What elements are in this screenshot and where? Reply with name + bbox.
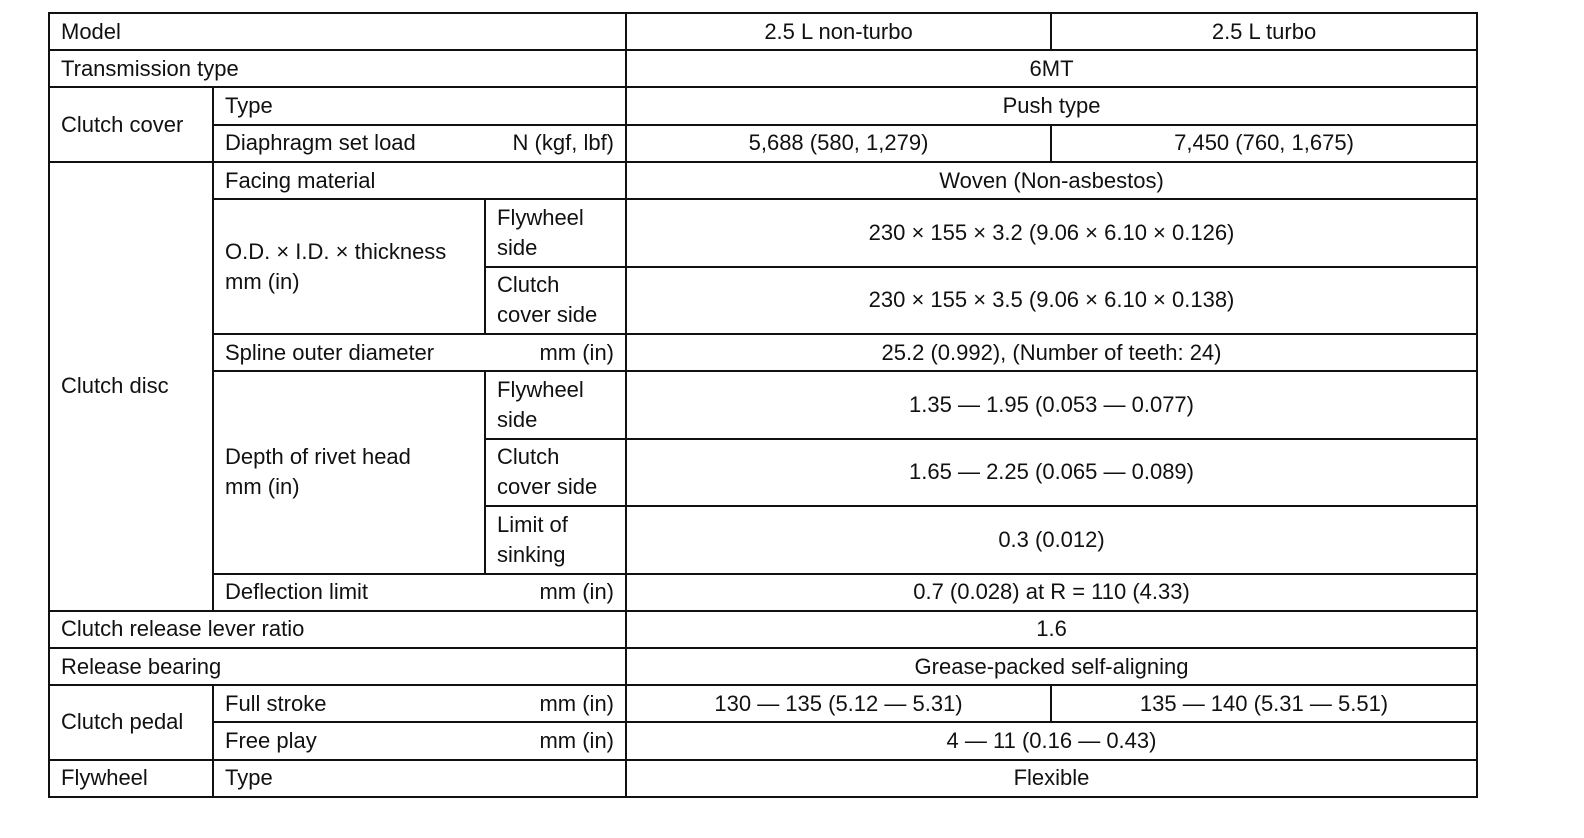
clutch-disc-label: Clutch disc xyxy=(49,162,213,611)
deflection-unit: mm (in) xyxy=(539,579,615,605)
full-stroke-label: Full stroke xyxy=(225,690,327,716)
flywheel-type-label: Type xyxy=(213,760,626,797)
limit-sinking-cell xyxy=(485,506,626,573)
diaphragm-non-turbo: 5,688 (580, 1,279) xyxy=(626,125,1051,162)
transmission-value: 6MT xyxy=(626,50,1477,87)
flywheel-side-line2: side xyxy=(497,234,538,260)
rivet-flywheel-value: 1.35 — 1.95 (0.053 — 0.077) xyxy=(626,371,1477,438)
diaphragm-turbo: 7,450 (760, 1,675) xyxy=(1051,125,1477,162)
clutch-cover-label: Clutch cover xyxy=(49,87,213,161)
od-cover-value: 230 × 155 × 3.5 (9.06 × 6.10 × 0.138) xyxy=(626,267,1477,334)
table-row xyxy=(49,199,1477,266)
table-row xyxy=(49,334,1477,371)
od-label-cell xyxy=(213,199,485,334)
release-bearing-label: Release bearing xyxy=(49,648,626,685)
full-stroke-non-turbo: 130 — 135 (5.12 — 5.31) xyxy=(626,685,1051,722)
facing-label: Facing material xyxy=(213,162,626,199)
cover-side-line2: cover side xyxy=(497,302,598,328)
table-row xyxy=(49,125,1477,162)
release-bearing-value: Grease-packed self-aligning xyxy=(626,648,1477,685)
table-row xyxy=(49,722,1477,759)
rivet-flywheel-side-cell xyxy=(485,371,626,438)
table-row xyxy=(49,648,1477,685)
flywheel-side-line1: Flywheel xyxy=(497,376,584,402)
clutch-cover-type-value: Push type xyxy=(626,87,1477,124)
full-stroke-label-cell xyxy=(213,685,626,722)
full-stroke-turbo: 135 — 140 (5.31 — 5.51) xyxy=(1051,685,1477,722)
table-row xyxy=(49,87,1477,124)
spline-unit: mm (in) xyxy=(539,339,615,365)
table-row xyxy=(49,685,1477,722)
flywheel-label: Flywheel xyxy=(49,760,213,797)
table-row xyxy=(49,611,1477,648)
deflection-label-cell xyxy=(213,574,626,611)
header-model: Model xyxy=(49,13,626,50)
header-turbo: 2.5 L turbo xyxy=(1051,13,1477,50)
table-row xyxy=(49,162,1477,199)
table-row xyxy=(49,50,1477,87)
cover-side-line1: Clutch xyxy=(497,272,560,298)
od-flywheel-value: 230 × 155 × 3.2 (9.06 × 6.10 × 0.126) xyxy=(626,199,1477,266)
cover-side-line1: Clutch xyxy=(497,444,560,470)
rivet-label-cell xyxy=(213,371,485,573)
diaphragm-label-cell xyxy=(213,125,626,162)
table-row xyxy=(49,371,1477,438)
table-row xyxy=(49,574,1477,611)
deflection-value: 0.7 (0.028) at R = 110 (4.33) xyxy=(626,574,1477,611)
od-cover-side-cell xyxy=(485,267,626,334)
clutch-pedal-label: Clutch pedal xyxy=(49,685,213,759)
rivet-limit-value: 0.3 (0.012) xyxy=(626,506,1477,573)
spec-table xyxy=(48,12,1478,798)
od-label-line2: mm (in) xyxy=(225,268,300,294)
release-lever-value: 1.6 xyxy=(626,611,1477,648)
table-row xyxy=(49,760,1477,797)
release-lever-label: Clutch release lever ratio xyxy=(49,611,626,648)
rivet-label-line1: Depth of rivet head xyxy=(225,444,411,470)
rivet-cover-side-cell xyxy=(485,439,626,506)
cover-side-line2: cover side xyxy=(497,474,598,500)
spline-value: 25.2 (0.992), (Number of teeth: 24) xyxy=(626,334,1477,371)
table-row xyxy=(49,13,1477,50)
header-non-turbo: 2.5 L non-turbo xyxy=(626,13,1051,50)
flywheel-side-line1: Flywheel xyxy=(497,204,584,230)
diaphragm-label: Diaphragm set load xyxy=(225,130,416,156)
flywheel-type-value: Flexible xyxy=(626,760,1477,797)
facing-value: Woven (Non-asbestos) xyxy=(626,162,1477,199)
diaphragm-unit: N (kgf, lbf) xyxy=(512,130,615,156)
limit-line1: Limit of xyxy=(497,511,568,537)
full-stroke-unit: mm (in) xyxy=(539,690,615,716)
free-play-value: 4 — 11 (0.16 — 0.43) xyxy=(626,722,1477,759)
free-play-label: Free play xyxy=(225,728,317,754)
od-flywheel-side-cell xyxy=(485,199,626,266)
deflection-label: Deflection limit xyxy=(225,579,369,605)
spline-label-cell xyxy=(213,334,626,371)
rivet-label-line2: mm (in) xyxy=(225,474,300,500)
transmission-label: Transmission type xyxy=(49,50,626,87)
clutch-cover-type-label: Type xyxy=(213,87,626,124)
rivet-cover-value: 1.65 — 2.25 (0.065 — 0.089) xyxy=(626,439,1477,506)
limit-line2: sinking xyxy=(497,541,566,567)
free-play-unit: mm (in) xyxy=(539,728,615,754)
free-play-label-cell xyxy=(213,722,626,759)
spline-label: Spline outer diameter xyxy=(225,339,435,365)
flywheel-side-line2: side xyxy=(497,406,538,432)
od-label-line1: O.D. × I.D. × thickness xyxy=(225,238,447,264)
